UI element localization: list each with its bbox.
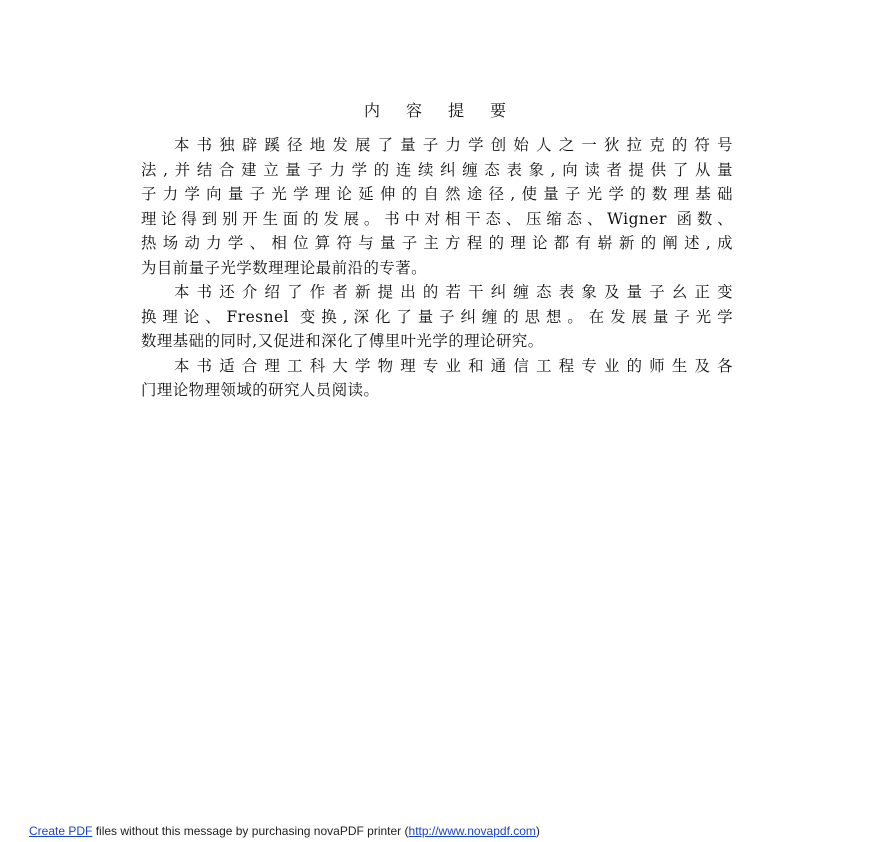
paragraph-3 (141, 354, 733, 403)
paragraph-line: 为目前量子光学数理理论最前沿的专著。 (141, 258, 428, 277)
paragraph-line: 热场动力学、相位算符与量子主方程的理论都有崭新的阐述,成 (141, 234, 733, 252)
paragraph-1 (141, 133, 733, 280)
footer-text: files without this message by purchasing novaPDF printer ( (92, 824, 409, 838)
paragraph-line: 子力学向量子光学理论延伸的自然途径,使量子光学的数理基础 (141, 185, 733, 203)
create-pdf-link[interactable]: Create PDF (29, 824, 93, 838)
novapdf-url-link[interactable]: http://www.novapdf.com (408, 824, 536, 838)
paragraph-line: 本书独辟蹊径地发展了量子力学创始人之一狄拉克的符号 (174, 136, 733, 154)
summary-body (141, 133, 733, 403)
paragraph-2 (141, 280, 733, 354)
paragraph-line: 法,并结合建立量子力学的连续纠缠态表象,向读者提供了从量 (141, 160, 733, 179)
page-title: 内容提要 (363, 101, 532, 120)
paragraph-line: 数理基础的同时,又促进和深化了傅里叶光学的理论研究。 (141, 332, 544, 350)
paragraph-line: 本书适合理工科大学物理专业和通信工程专业的师生及各 (174, 356, 733, 375)
paragraph-line: 本书还介绍了作者新提出的若干纠缠态表象及量子幺正变 (174, 283, 733, 301)
paragraph-line: 门理论物理领域的研究人员阅读。 (141, 381, 380, 399)
paragraph-line: 理论得到别开生面的发展。书中对相干态、压缩态、Wigner 函数、 (141, 209, 733, 228)
footer-closing-text: ) (535, 824, 540, 838)
paragraph-line: 换理论、Fresnel 变换,深化了量子纠缠的思想。在发展量子光学 (141, 307, 733, 326)
pdf-footer-notice (29, 823, 540, 839)
